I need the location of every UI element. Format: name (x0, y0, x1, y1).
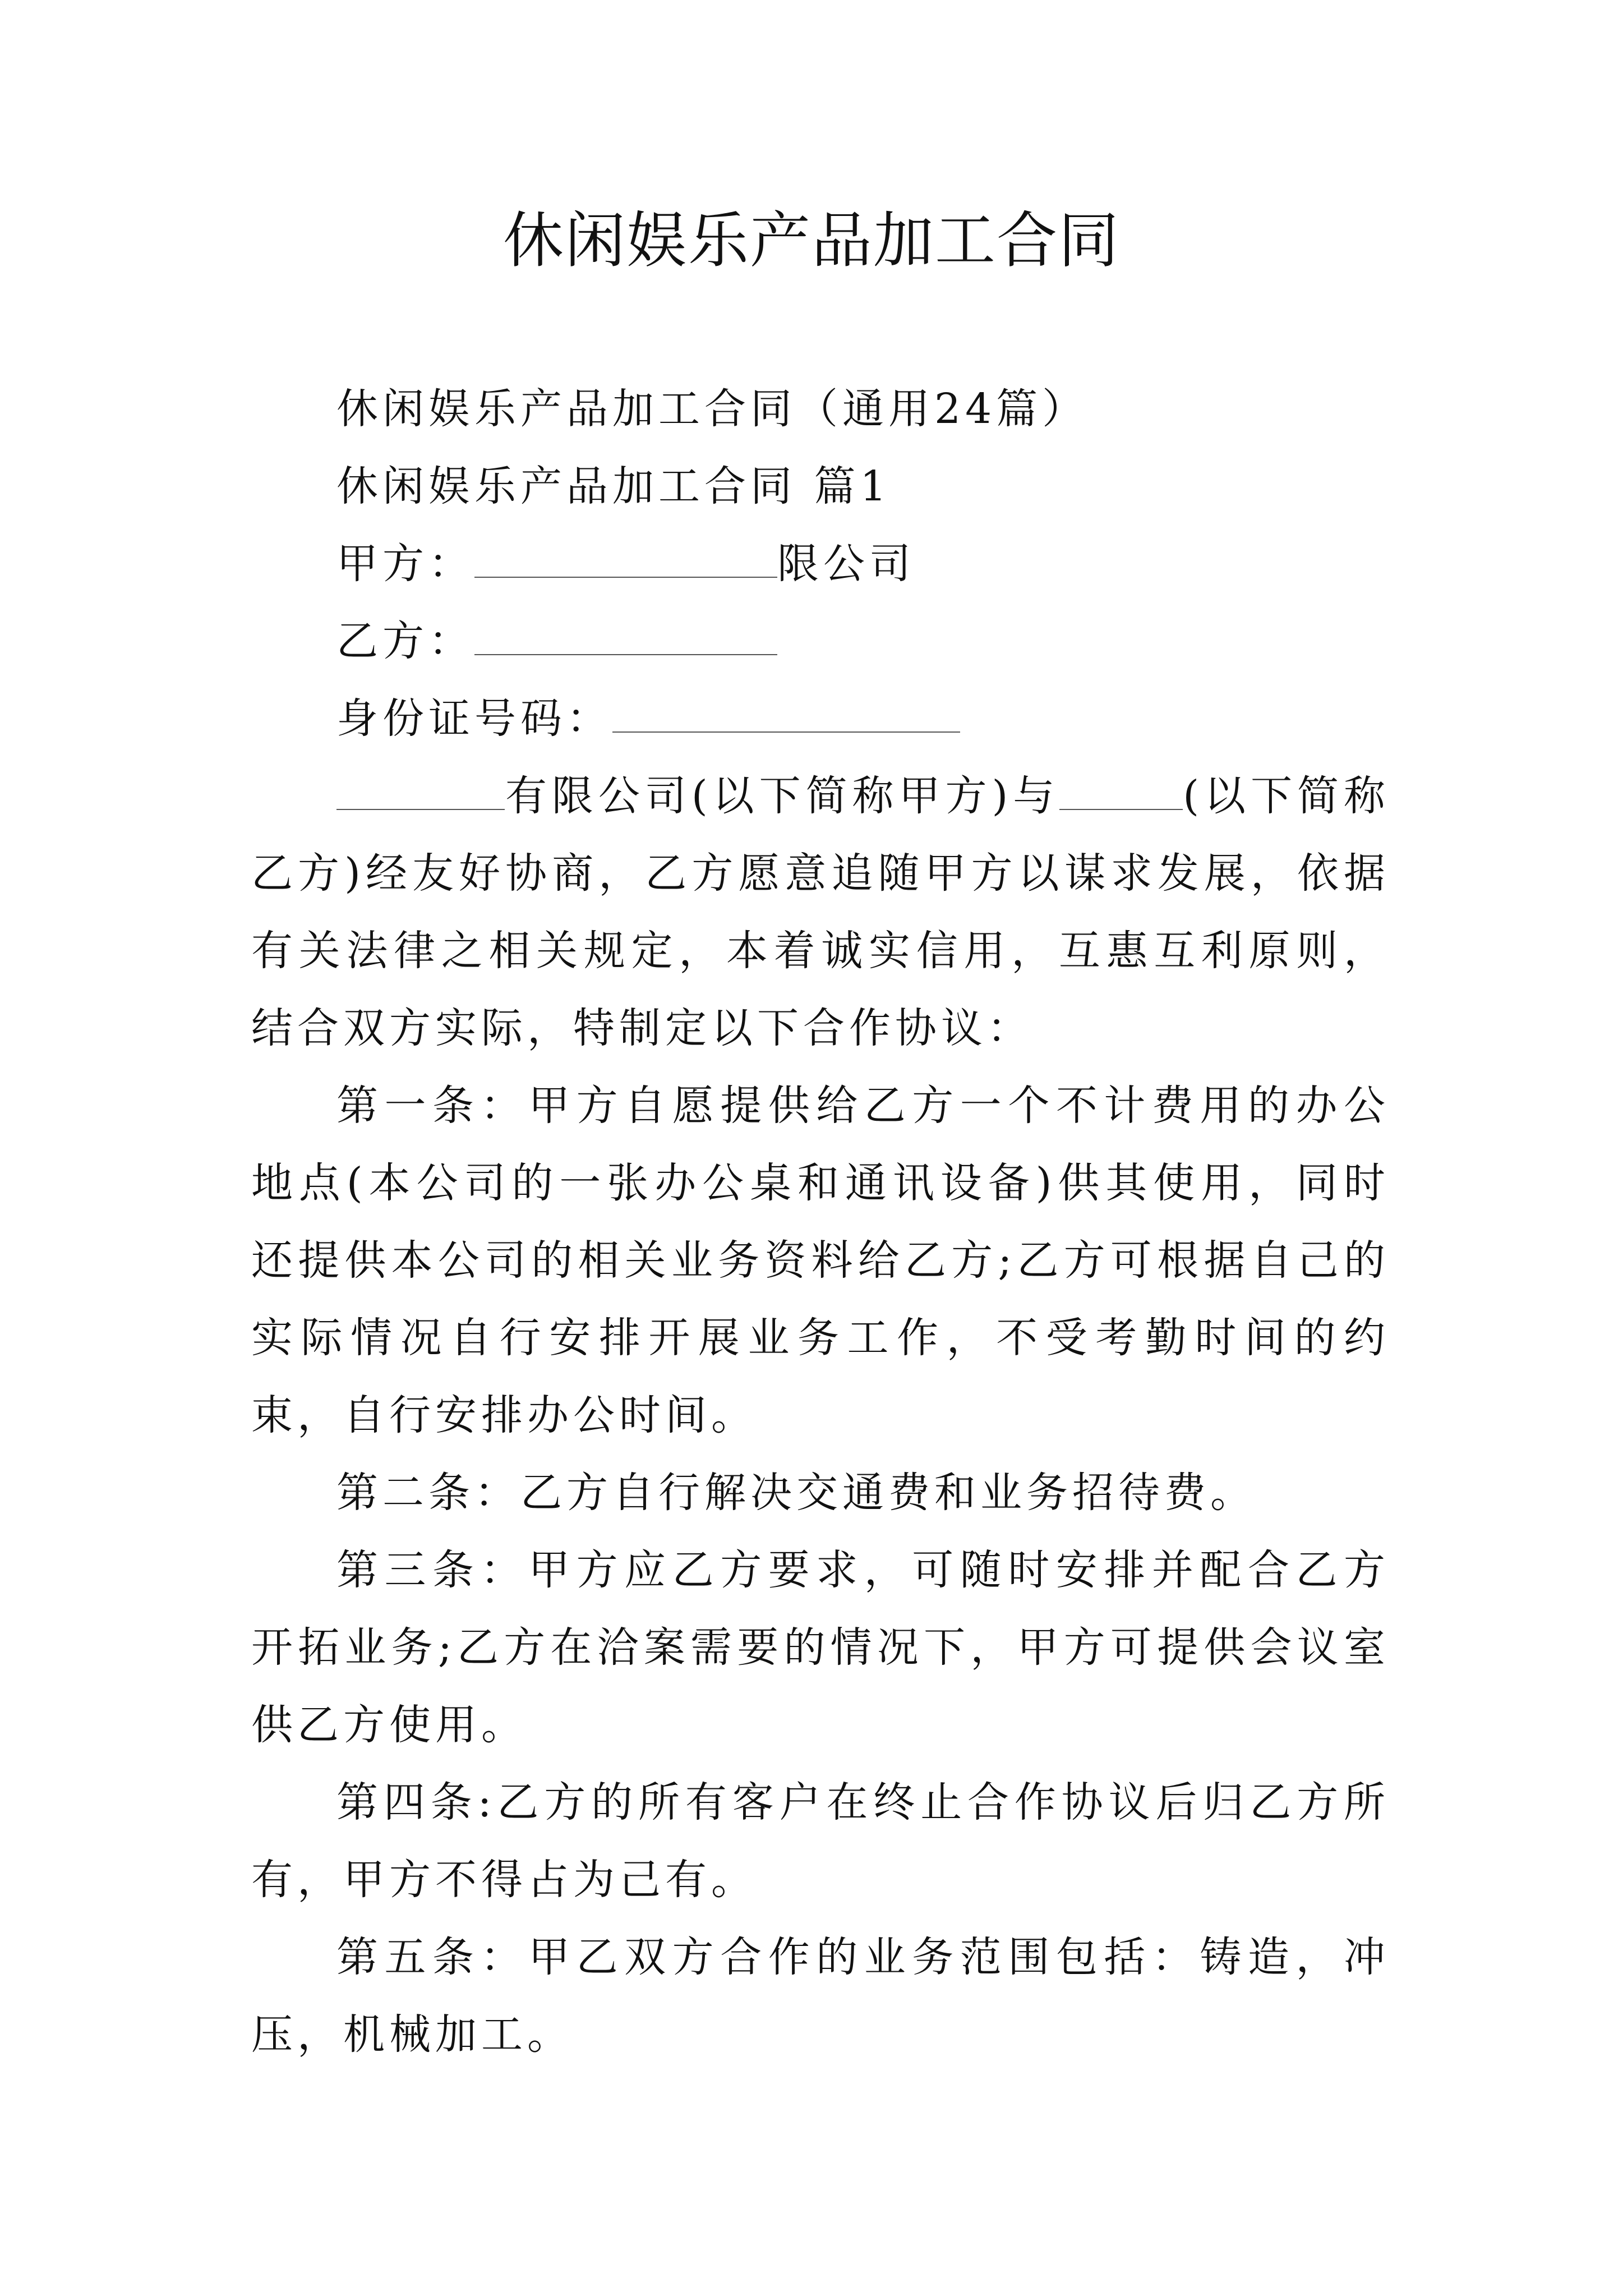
party-a-line (251, 525, 1390, 602)
id-number-blank (612, 692, 960, 733)
company-name-blank (336, 770, 505, 810)
party-a-blank (474, 537, 777, 578)
document-body (251, 370, 1390, 2073)
party-b-name-blank (1059, 770, 1183, 810)
article-4: 第四条:乙方的所有客户在终止合作协议后归乙方所有，甲方不得占为己有。 (251, 1778, 1390, 1904)
party-a-suffix: 限公司 (777, 540, 915, 588)
party-b-label: 乙方： (336, 617, 474, 665)
article-3: 第三条：甲方应乙方要求，可随时安排并配合乙方开拓业务;乙方在洽案需要的情况下，甲方可提供会议室供乙方使用。 (251, 1546, 1390, 1749)
party-a-label: 甲方： (336, 540, 474, 588)
id-number-label: 身份证号码： (336, 694, 612, 743)
section-heading: 休闲娱乐产品加工合同 篇1 (336, 462, 891, 510)
document-title: 休闲娱乐产品加工合同 (502, 206, 1120, 276)
article-5: 第五条：甲乙双方合作的业务范围包括：铸造，冲压，机械加工。 (251, 1933, 1390, 2059)
intro-company-suffix: 有限公司(以下简称甲方)与 (505, 772, 1060, 820)
document-subtitle: 休闲娱乐产品加工合同（通用24篇） (336, 385, 1089, 433)
id-number-line (251, 680, 1390, 757)
intro-paragraph (251, 757, 1390, 1067)
party-b-line (251, 602, 1390, 680)
party-b-blank (474, 615, 777, 655)
intro-rest: (以下简称乙方)经友好协商，乙方愿意追随甲方以谋求发展，依据有关法律之相关规定，本着诚实信用，互惠互利原则，结合双方实际，特制定以下合作协议： (251, 772, 1390, 1052)
article-1: 第一条：甲方自愿提供给乙方一个不计费用的办公地点(本公司的一张办公桌和通讯设备)供其使用，同时还提供本公司的相关业务资料给乙方;乙方可根据自己的实际情况自行安排开展业务工作，不受考勤时间的约束，自行安排办公时间。 (251, 1082, 1390, 1439)
article-2: 第二条：乙方自行解决交通费和业务招待费。 (336, 1469, 1256, 1517)
